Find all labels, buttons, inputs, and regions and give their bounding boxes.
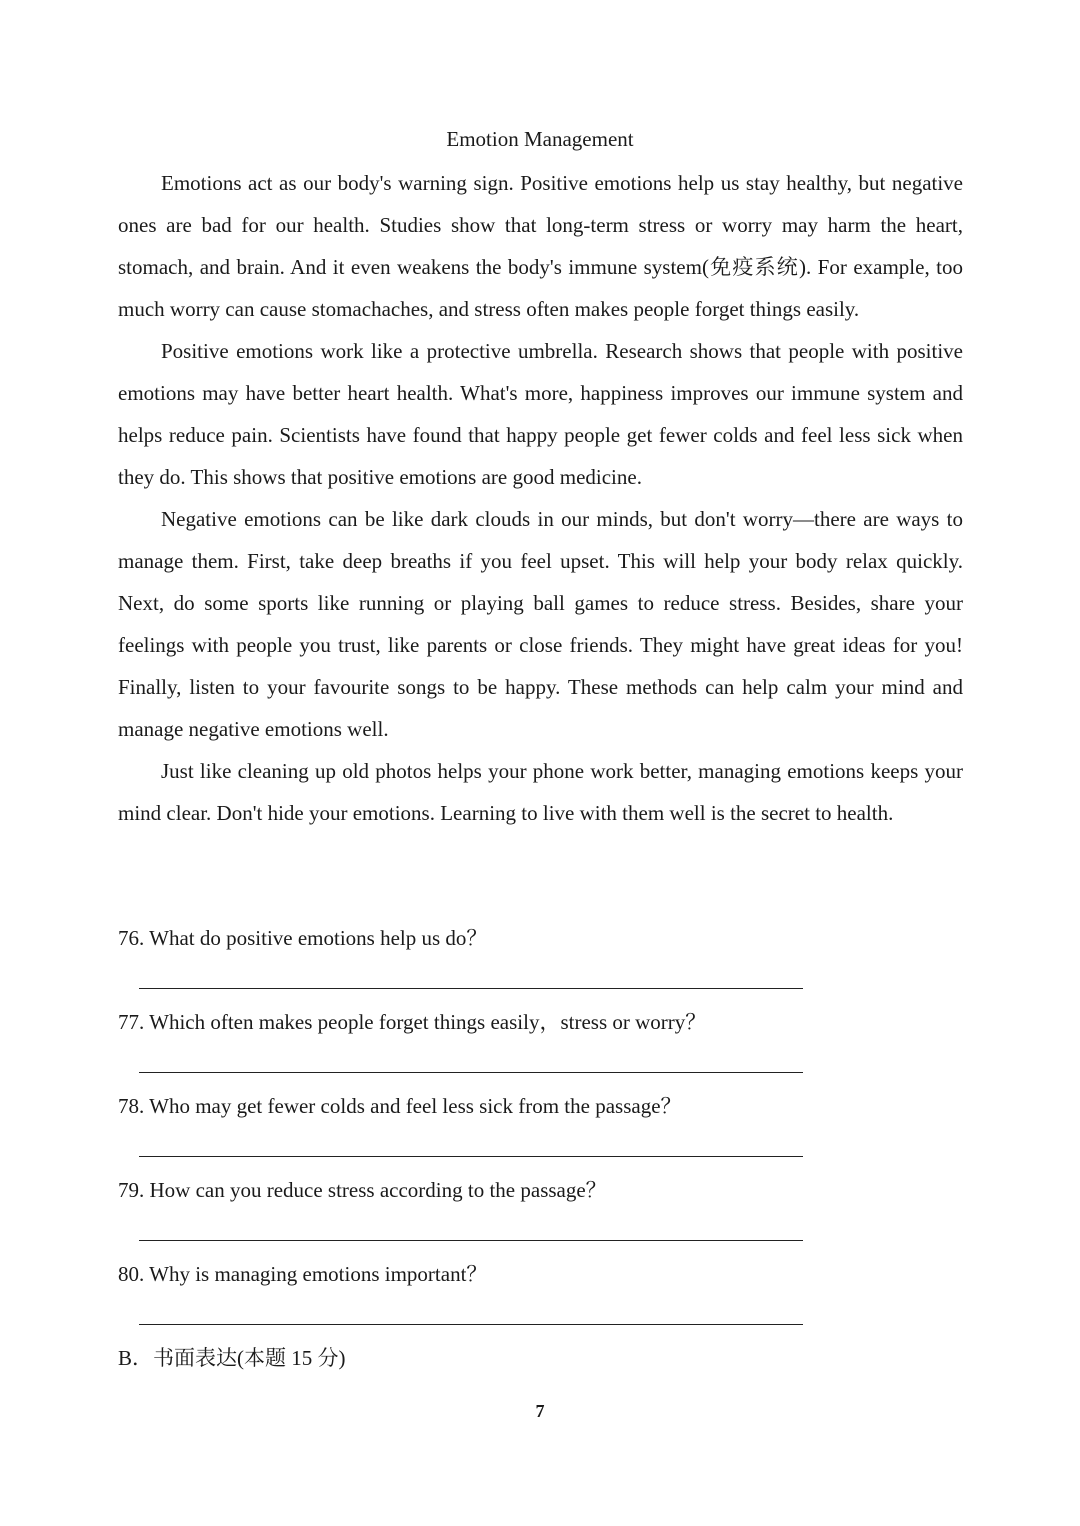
paragraph-2: Positive emotions work like a protective umbrella. Research shows that people with positive emotions may have better heart health. What's more, happiness improves our immune system and helps reduce pain. Scientists have found that happy people get fewer colds and feel less sick when they do. This shows that positive emotions are good medicine. bbox=[118, 339, 963, 489]
question-79-text: 79. How can you reduce stress according to the passage？ bbox=[118, 1178, 607, 1202]
paragraph-1: Emotions act as our body's warning sign. Positive emotions help us stay healthy, but negative ones are bad for our health. Studies show that long-term stress or worry may harm the heart, stomach, and brain. And it even weakens the body's immune system(免疫系统). For example, too much worry can cause stomachaches, and stress often makes people forget things easily. bbox=[118, 171, 963, 321]
answer-line-79[interactable] bbox=[139, 1240, 803, 1241]
passage-body bbox=[118, 162, 963, 834]
question-79 bbox=[118, 1170, 963, 1254]
question-77-text: 77. Which often makes people forget things easily，stress or worry？ bbox=[118, 1010, 707, 1034]
question-77 bbox=[118, 1002, 963, 1086]
passage-title: Emotion Management bbox=[446, 127, 634, 151]
question-78-text: 78. Who may get fewer colds and feel less sick from the passage？ bbox=[118, 1094, 682, 1118]
answer-line-77[interactable] bbox=[139, 1072, 803, 1073]
answer-line-76[interactable] bbox=[139, 988, 803, 989]
question-80-text: 80. Why is managing emotions important？ bbox=[118, 1262, 488, 1286]
paragraph-3: Negative emotions can be like dark clouds in our minds, but don't worry—there are ways to manage them. First, take deep breaths if you feel upset. This will help your body relax quickly. Next, do some sports like running or playing ball games to reduce stress. Besides, share your feelings with people you trust, like parents or close friends. They might have great ideas for you! Finally, listen to your favourite songs to be happy. These methods can help calm your mind and manage negative emotions well. bbox=[118, 507, 963, 741]
question-80 bbox=[118, 1254, 963, 1338]
question-78 bbox=[118, 1086, 963, 1170]
question-76 bbox=[118, 918, 963, 1002]
answer-line-80[interactable] bbox=[139, 1324, 803, 1325]
question-list bbox=[118, 918, 963, 1338]
page-number: 7 bbox=[535, 1401, 545, 1421]
question-76-text: 76. What do positive emotions help us do？ bbox=[118, 926, 488, 950]
answer-line-78[interactable] bbox=[139, 1156, 803, 1157]
paragraph-4: Just like cleaning up old photos helps your phone work better, managing emotions keeps your mind clear. Don't hide your emotions. Learning to live with them well is the secret to health. bbox=[118, 759, 963, 825]
section-b-heading: B．书面表达(本题 15 分) bbox=[118, 1346, 346, 1370]
